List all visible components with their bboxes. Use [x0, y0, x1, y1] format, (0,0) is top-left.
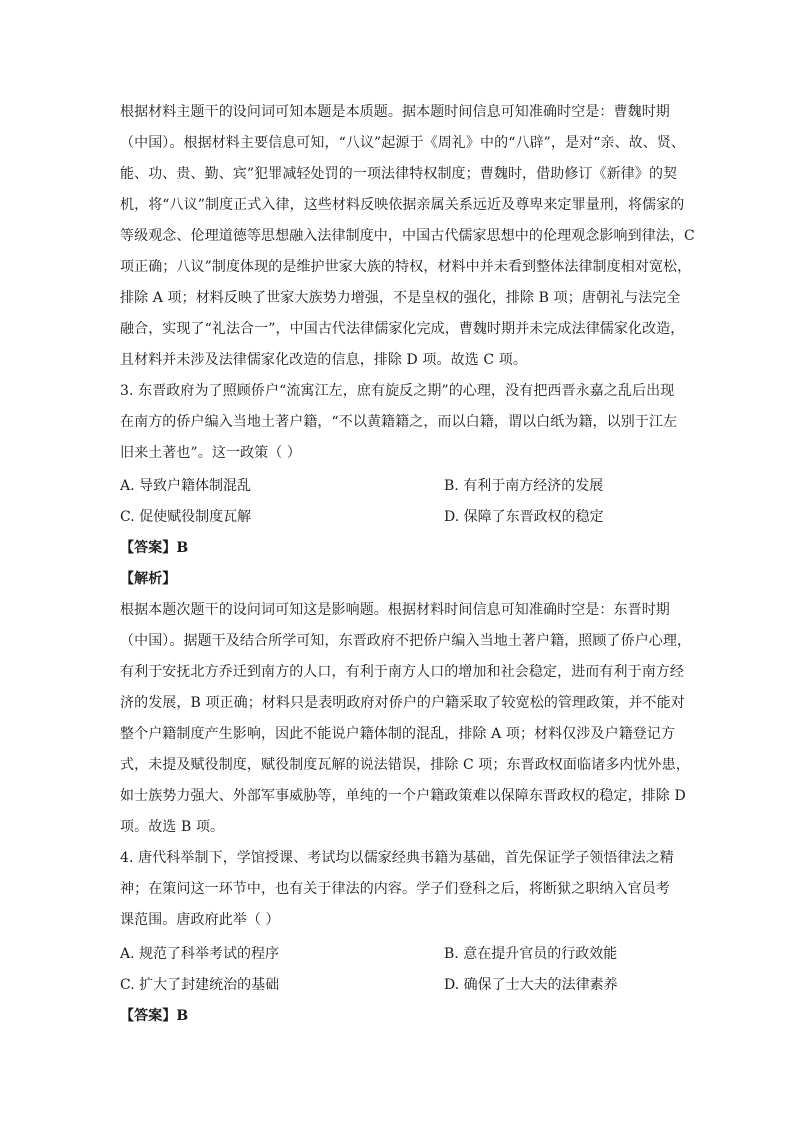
analysis-q2-line: 能、功、贵、勤、宾”犯罪减轻处罚的一项法律特权制度；曹魏时，借助修订《新律》的契 [120, 166, 678, 182]
question-4-answer: 【答案】B [120, 1008, 189, 1024]
question-4-option-a: A. 规范了科举考试的程序 [120, 946, 280, 962]
question-4-stem-line: 4. 唐代科举制下，学馆授课、考试均以儒家经典书籍为基础，首先保证学子领悟律法之精 [120, 850, 674, 866]
analysis-q2-line: （中国）。根据材料主要信息可知，“八议”起源于《周礼》中的“八辟”，是对“亲、故、贤、 [120, 135, 686, 151]
question-3-answer: 【答案】B [120, 540, 189, 556]
analysis-q2-line: 等级观念、伦理道德等思想融入法律制度中，中国古代儒家思想中的伦理观念影响到律法，C [120, 228, 695, 244]
question-3-analysis-line: 项。故选 B 项。 [120, 819, 225, 835]
analysis-q2-line: 根据材料主题干的设问词可知本题是本质题。据本题时间信息可知准确时空是：曹魏时期 [120, 104, 670, 120]
question-3-analysis-line: 如士族势力强大、外部军事威胁等，单纯的一个户籍政策难以保障东晋政权的稳定，排除 D [120, 788, 686, 804]
question-4-stem-line: 课范围。唐政府此举（ ） [120, 912, 280, 928]
question-3-stem-line: 3. 东晋政府为了照顾侨户“流寓江左，庶有旋反之期”的心理，没有把西晋永嘉之乱后出现 [120, 383, 675, 399]
question-4-option-d: D. 确保了士大夫的法律素养 [444, 977, 618, 993]
question-4-option-b: B. 意在提升官员的行政效能 [444, 946, 618, 962]
question-3-option-b: B. 有利于南方经济的发展 [444, 478, 604, 494]
analysis-q2-line: 项正确；八议”制度体现的是维护世家大族的特权，材料中并未看到整体法律制度相对宽松， [120, 259, 692, 275]
question-4-stem-line: 神；在策问这一环节中，也有关于律法的内容。学子们登科之后，将断狱之职纳入官员考 [120, 881, 670, 897]
analysis-q2-line: 融合，实现了“礼法合一”，中国古代法律儒家化完成，曹魏时期并未完成法律儒家化改造， [120, 321, 685, 337]
analysis-q2-line: 排除 A 项；材料反映了世家大族势力增强，不是皇权的强化，排除 B 项；唐朝礼与法完全 [120, 290, 681, 306]
question-3-analysis-line: 有利于安抚北方乔迁到南方的人口，有利于南方人口的增加和社会稳定，进而有利于南方经 [120, 664, 684, 680]
question-3-analysis-line: 济的发展，B 项正确；材料只是表明政府对侨户的户籍采取了较宽松的管理政策，并不能对 [120, 695, 685, 711]
question-3-analysis-line: （中国）。据题干及结合所学可知，东晋政府不把侨户编入当地土著户籍，照顾了侨户心理， [120, 633, 692, 649]
question-3-analysis-line: 式，未提及赋役制度，赋役制度瓦解的说法错误，排除 C 项；东晋政权面临诸多内忧外患， [120, 757, 690, 773]
question-3-option-d: D. 保障了东晋政权的稳定 [444, 509, 604, 525]
analysis-q2-line: 且材料并未涉及法律儒家化改造的信息，排除 D 项。故选 C 项。 [120, 352, 527, 368]
question-3-analysis-label: 【解析】 [120, 571, 177, 587]
question-3-option-c: C. 促使赋役制度瓦解 [120, 509, 252, 525]
question-3-stem-line: 在南方的侨户编入当地土著户籍，“不以黄籍籍之，而以白籍，谓以白纸为籍，以别于江左 [120, 414, 678, 430]
question-4-option-c: C. 扩大了封建统治的基础 [120, 977, 280, 993]
analysis-q2-line: 机，将“八议”制度正式入律，这些材料反映依据亲属关系远近及尊卑来定罪量刑，将儒家的 [120, 197, 685, 213]
question-3-analysis-line: 根据本题次题干的设问词可知这是影响题。根据材料时间信息可知准确时空是：东晋时期 [120, 602, 670, 618]
question-3-stem-line: 旧来土著也”。这一政策（ ） [120, 445, 302, 461]
question-3-option-a: A. 导致户籍体制混乱 [120, 478, 252, 494]
question-3-analysis-line: 整个户籍制度产生影响，因此不能说户籍体制的混乱，排除 A 项；材料仅涉及户籍登记方 [120, 726, 676, 742]
